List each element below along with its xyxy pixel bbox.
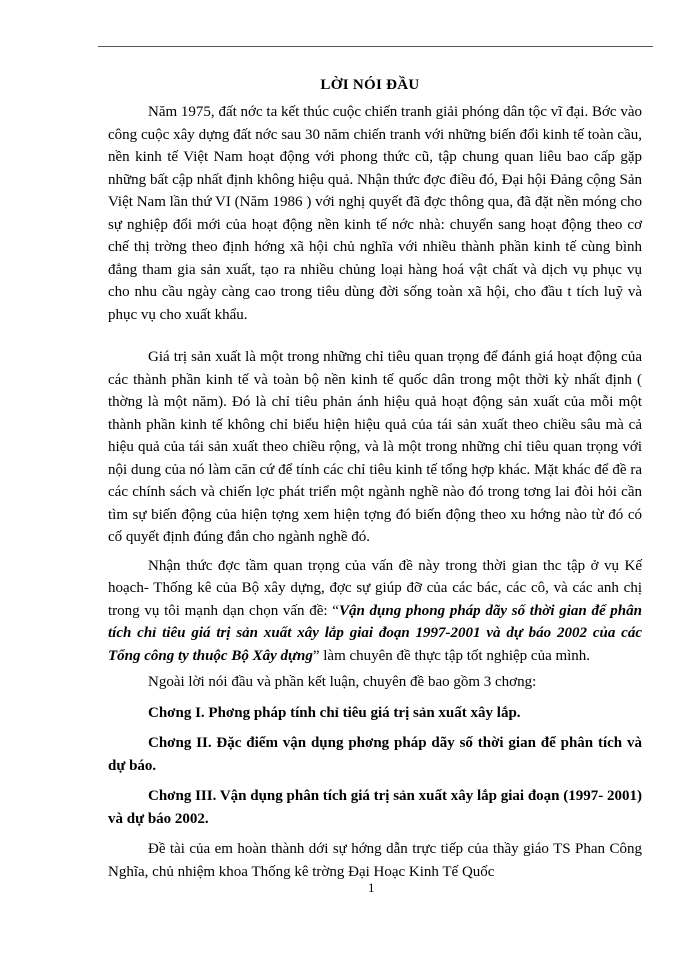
chapter-1: Chơng I. Phơng pháp tính chỉ tiêu giá trị sản xuất xây lắp.: [148, 704, 521, 721]
topic-tail-text: ” làm chuyên đề thực tập tốt nghiệp của mình.: [312, 647, 591, 664]
topic-lead-text: Nhận thức đợc tầm quan trọng của vấn đề này trong thời gian thc tập ở vụ Kế hoạch- Thống kê của Bộ xây dựng, đợc sự giúp đỡ của các bác, các cô, và các anh chị trong vụ tôi mạnh dạn chọn vấn đề: “: [108, 557, 642, 619]
chapter-3: Chơng III. Vận dụng phân tích giá trị sản xuất xây lắp giai đoạn (1997- 2001) và dự báo 2002.: [108, 788, 642, 827]
paragraph-topic: [108, 555, 642, 668]
header-rule: [98, 46, 653, 47]
page-title: LỜI NÓI ĐẦU: [320, 77, 420, 93]
document-body: [108, 101, 642, 883]
page-number: 1: [368, 880, 375, 895]
paragraph-structure: Ngoài lời nói đầu và phần kết luận, chuyên đề bao gồm 3 chơng:: [148, 674, 537, 690]
chapter-2: Chơng II. Đặc điểm vận dụng phơng pháp dãy số thời gian để phân tích và dự báo.: [108, 735, 642, 774]
paragraph-intro: Năm 1975, đất nớc ta kết thúc cuộc chiến tranh giải phóng dân tộc vĩ đại. Bớc vào công cuộc xây dựng đất nớc sau 30 năm chiến tranh với những biến đổi kinh tế toàn cầu, nền kinh tế Việt Nam hoạt động với phong thức cũ, tập chung quan liêu bao cấp gặp những bất cập nhất định không hiệu quả. Nhận thức đợc điều đó, Đại hội Đảng cộng Sản Việt Nam lần thứ VI (Năm 1986 ) với nghị quyết đã đợc thông qua, đã đặt nền móng cho sự nghiệp đổi mới của hoạt động nền kinh tế nớc nhà: chuyển sang hoạt động theo cơ chế thị trờng theo định hớng xã hội chủ nghĩa với nhiều thành phần kinh tế cùng bình đẳng tham gia sản xuất, tạo ra nhiều chủng loại hàng hoá vật chất và dịch vụ phục vụ cho nhu cầu ngày càng cao trong tiêu dùng đời sống toàn xã hội, cho đầu t tích luỹ và phục vụ cho xuất khẩu.: [108, 104, 642, 323]
paragraph-acknowledgement: Đề tài của em hoàn thành dới sự hớng dẫn trực tiếp của thầy giáo TS Phan Công Nghĩa, chủ nhiệm khoa Thống kê trờng Đại Hoạc Kinh Tế Quốc: [108, 841, 642, 880]
paragraph-production-value: Giá trị sản xuất là một trong những chỉ tiêu quan trọng để đánh giá hoạt động của các thành phần kinh tế và toàn bộ nền kinh tế quốc dân trong một thời kỳ nhất định ( thờng là một năm). Đó là chỉ tiêu phản ánh hiệu quả hoạt động sản xuất của mỗi một thành phần kinh tế không chỉ biểu hiện hiệu quả của tái sản xuất theo chiều sâu mà cả hiệu quả của tái sản xuất theo chiều rộng, và là một trong những chỉ tiêu quan trọng với nội dung của nó làm căn cứ để tính các chỉ tiêu kinh tế tổng hợp khác. Mặt khác để đề ra các chính sách và chiến lợc phát triển một ngành nghề nào đó trong tơng lai đòi hỏi cần tìm sự biến động của hiện tợng xem hiện tợng đó biến động theo xu hớng nào từ đó có cố quyết định đúng đắn cho ngành nghề đó.: [108, 349, 642, 545]
topic-title: Vận dụng phong pháp dãy số thời gian để phân tích chỉ tiêu giá trị sản xuất xây lắp giai đoạn 1997-2001 và dự báo 2002 của các Tổng công ty thuộc Bộ Xây dựng: [108, 602, 642, 664]
